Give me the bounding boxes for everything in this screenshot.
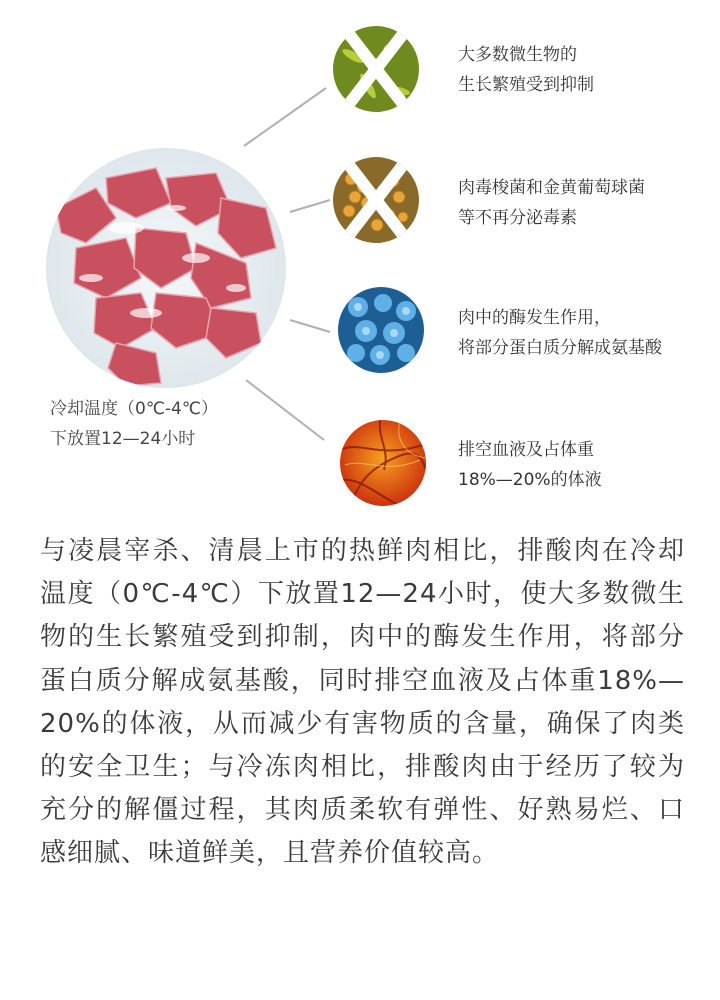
blood-vessel-icon [340,420,426,506]
caption-line-2: 下放置12—24小时 [50,429,196,449]
point-2-label [458,173,645,233]
connector-line-1 [244,88,326,146]
point-4-line-1: 排空血液及占体重 [458,440,594,460]
chilled-meat-image [46,148,286,388]
point-1-line-2: 生长繁殖受到抑制 [458,75,594,95]
enzyme-icon [338,287,424,373]
point-2-line-1: 肉毒梭菌和金黄葡萄球菌 [458,178,645,198]
point-2-line-2: 等不再分泌毒素 [458,208,577,228]
connector-line-2 [290,200,330,212]
point-4-label [458,435,602,495]
point-1-label [458,40,594,100]
chill-condition-caption [50,394,218,454]
point-1-line-1: 大多数微生物的 [458,45,577,65]
point-4-line-2: 18%—20%的体液 [458,470,602,490]
point-3-line-1: 肉中的酶发生作用， [458,308,611,328]
microbe-crossed-icon [333,26,419,112]
body-paragraph: 与凌晨宰杀、清晨上市的热鲜肉相比，排酸肉在冷却温度（0℃-4℃）下放置12—24小时，使大多数微生物的生长繁殖受到抑制，肉中的酶发生作用，将部分蛋白质分解成氨基酸，同时排空血液及占体重18%—20%的体液，从而减少有害物质的含量，确保了肉类的安全卫生；与冷冻肉相比，排酸肉由于经历了较为充分的解僵过程，其肉质柔软有弹性、好熟易烂、口感细腻、味道鲜美，且营养价值较高。 [40,536,685,869]
caption-line-1: 冷却温度（0℃-4℃） [50,399,218,419]
point-3-line-2: 将部分蛋白质分解成氨基酸 [458,338,662,358]
point-3-label [458,303,662,363]
connector-line-3 [290,320,330,332]
bacteria-crossed-icon [333,157,419,243]
connector-line-4 [246,380,324,440]
